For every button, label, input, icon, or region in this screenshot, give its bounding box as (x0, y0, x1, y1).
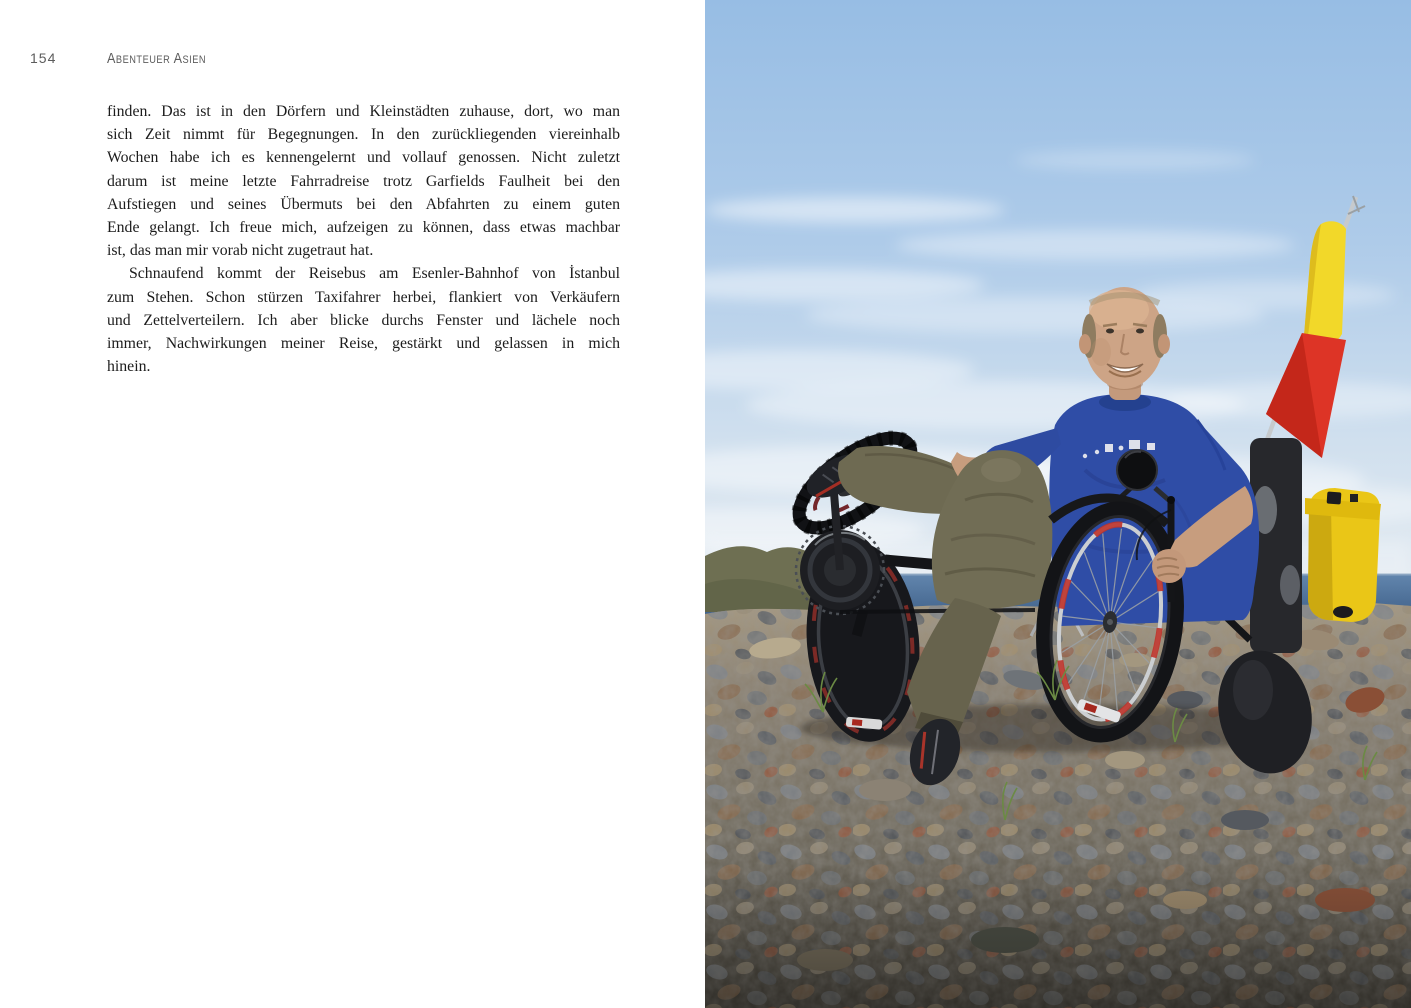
paragraph-2 (107, 262, 620, 378)
text-line: sich Zeit nimmt für Begegnungen. In den zurückliegenden viereinhalb (107, 126, 620, 144)
body-text (107, 100, 620, 378)
text-line: Wochen habe ich es kennengelernt und vollauf genossen. Nicht zuletzt (107, 149, 620, 167)
text-line: Ende gelangt. Ich freue mich, aufzeigen zu können, dass etwas machbar (107, 219, 620, 237)
running-header: Abenteuer Asien (107, 50, 207, 67)
text-line: finden. Das ist in den Dörfern und Kleinstädten zuhause, dort, wo man (107, 103, 620, 120)
text-line: und Zettelverteilern. Ich aber blicke durchs Fenster und lächele noch (107, 311, 620, 329)
text-line: hinein. (107, 358, 151, 376)
chain (840, 610, 1035, 612)
text-line: Schnaufend kommt der Reisebus am Esenler-Bahnhof von İstanbul (129, 265, 620, 283)
text-line: zum Stehen. Schon stürzen Taxifahrer herbei, flankiert von Verkäufern (107, 288, 620, 306)
text-line: Aufstiegen und seines Übermuts bei den Abfahrten zu einem guten (107, 195, 620, 213)
text-line: immer, Nachwirkungen meiner Reise, gestärkt und gelassen in mich (107, 335, 620, 353)
photo-illustration (705, 0, 1411, 1008)
page-number: 154 (30, 50, 57, 66)
bottom-shade (705, 860, 1411, 1008)
text-line: ist, das man mir vorab nicht zugetraut hat. (107, 242, 374, 260)
paragraph-1 (107, 100, 620, 262)
travel-photo (705, 0, 1411, 1008)
text-line: darum ist meine letzte Fahrradreise trotz Garfields Faulheit bei den (107, 172, 620, 190)
